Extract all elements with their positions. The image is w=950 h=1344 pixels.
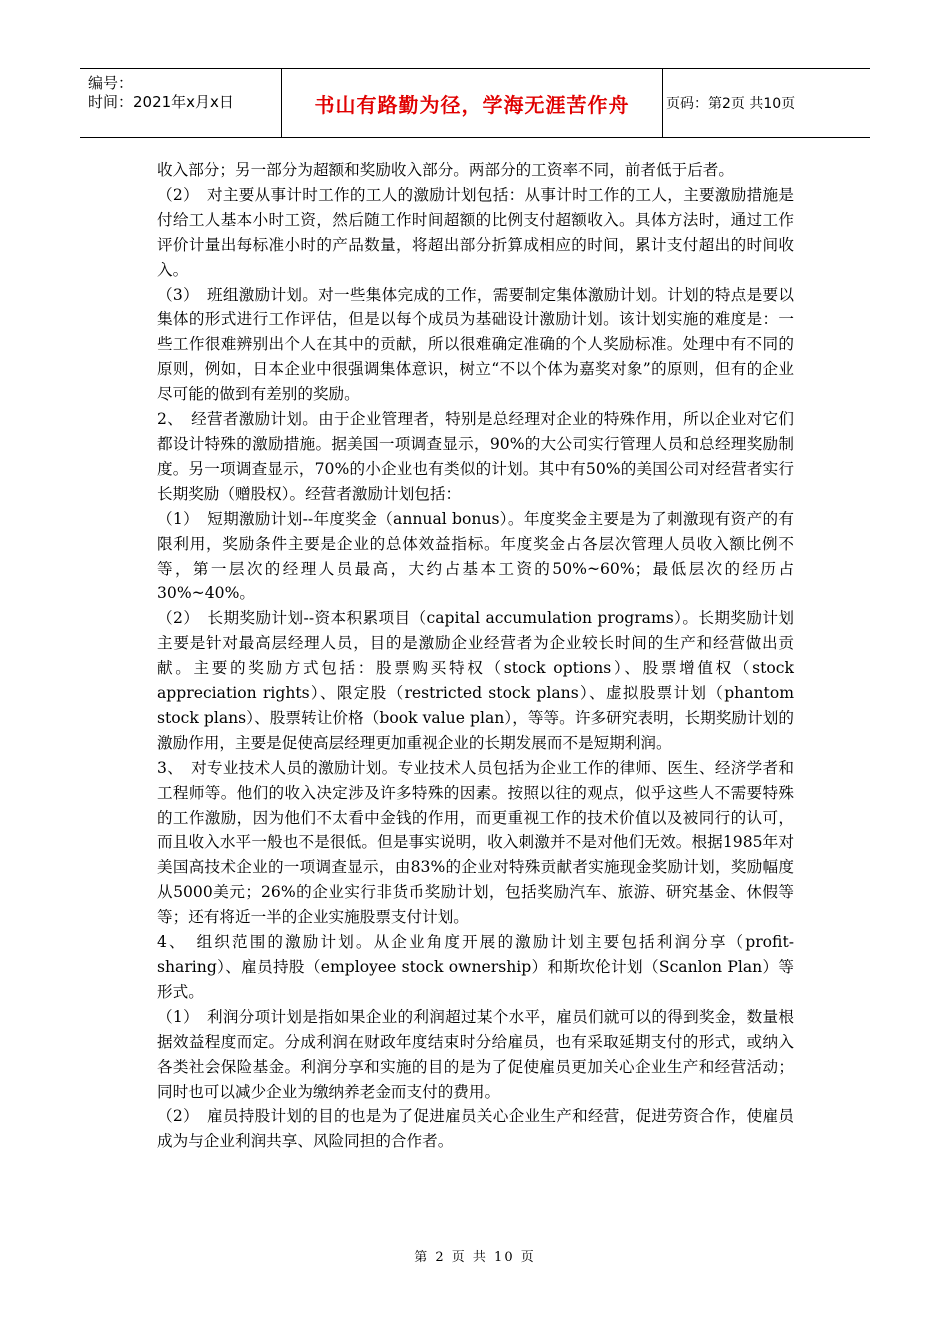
document-body [157,158,794,1154]
paragraph: 收入部分；另一部分为超额和奖励收入部分。两部分的工资率不同，前者低于后者。 [157,161,734,179]
header-meta-cell [80,69,282,137]
paragraph: （2） 长期奖励计划--资本积累项目（capital accumulation programs）。长期奖励计划主要是针对最高层经理人员，目的是激励企业经营者为企业较长时间的生产和经营做出贡献。主要的奖励方式包括：股票购买特权（stock options）、股票增值权（stock appreciation rights）、限定股（restricted stock plans）、虚拟股票计划（phantom stock plans）、股票转让价格（book value plan），等等。许多研究表明，长期奖励计划的激励作用，主要是促使高层经理更加重视企业的长期发展而不是短期利润。 [157,609,794,752]
header-motto-cell [282,69,663,137]
paragraph: 2、 经营者激励计划。由于企业管理者，特别是总经理对企业的特殊作用，所以企业对它们都设计特殊的激励措施。据美国一项调查显示，90%的大公司实行管理人员和总经理奖励制度。另一项调查显示，70%的小企业也有类似的计划。其中有50%的美国公司对经营者实行长期奖励（赠股权）。经营者激励计划包括： [157,410,794,503]
header-page-info: 页码：第2页 共10页 [666,96,796,112]
document-number-label: 编号： [88,74,134,92]
paragraph: 3、 对专业技术人员的激励计划。专业技术人员包括为企业工作的律师、医生、经济学者和工程师等。他们的收入决定涉及许多特殊的因素。按照以往的观点，似乎这些人不需要特殊的工作激励，因为他们不太看中金钱的作用，而更重视工作的技术价值以及被同行的认可，而且收入水平一般也不是很低。但是事实说明，收入刺激并不是对他们无效。根据1985年对美国高技术企业的一项调查显示，由83%的企业对特殊贡献者实施现金奖励计划，奖励幅度从5000美元；26%的企业实行非货币奖励计划，包括奖励汽车、旅游、研究基金、休假等等；还有将近一半的企业实施股票支付计划。 [157,758,794,927]
header-page-cell [662,69,870,137]
page-header [80,68,870,138]
paragraph: （3） 班组激励计划。对一些集体完成的工作，需要制定集体激励计划。计划的特点是要以集体的形式进行工作评估，但是以每个成员为基础设计激励计划。该计划实施的难度是：一些工作很难辨别出个人在其中的贡献，所以很难确定准确的个人奖励标准。处理中有不同的原则，例如，日本企业中很强调集体意识，树立“不以个体为嘉奖对象”的原则，但有的企业尽可能的做到有差别的奖励。 [157,285,794,404]
header-motto: 书山有路勤为径，学海无涯苦作舟 [314,92,630,117]
paragraph: （1） 短期激励计划--年度奖金（annual bonus）。年度奖金主要是为了刺激现有资产的有限利用，奖励条件主要是企业的总体效益指标。年度奖金占各层次管理人员收入额比例不等，第一层次的经理人员最高，大约占基本工资的50%~60%；最低层次的经历占30%~40%。 [157,509,794,603]
footer-page-number: 第 2 页 共 10 页 [414,1250,536,1265]
paragraph: 4、 组织范围的激励计划。从企业角度开展的激励计划主要包括利润分享（profit-sharing）、雇员持股（employee stock ownership）和斯坎伦计划（Scanlon Plan）等形式。 [157,933,794,1001]
page-footer [0,1246,950,1265]
paragraph: （1） 利润分项计划是指如果企业的利润超过某个水平，雇员们就可以的得到奖金，数量根据效益程度而定。分成利润在财政年度结束时分给雇员，也有采取延期支付的形式，或纳入各类社会保险基金。利润分享和实施的目的是为了促使雇员更加关心企业生产和经营活动；同时也可以减少企业为缴纳养老金而支付的费用。 [157,1007,794,1101]
paragraph: （2） 对主要从事计时工作的工人的激励计划包括：从事计时工作的工人，主要激励措施是付给工人基本小时工资，然后随工作时间超额的比例支付超额收入。具体方法时，通过工作评价计量出每标准小时的产品数量，将超出部分折算成相应的时间，累计支付超出的时间收入。 [157,185,794,279]
paragraph: （2） 雇员持股计划的目的也是为了促进雇员关心企业生产和经营，促进劳资合作，使雇员成为与企业利润共享、风险同担的合作者。 [157,1107,794,1151]
document-date: 时间：2021年x月x日 [88,93,234,111]
